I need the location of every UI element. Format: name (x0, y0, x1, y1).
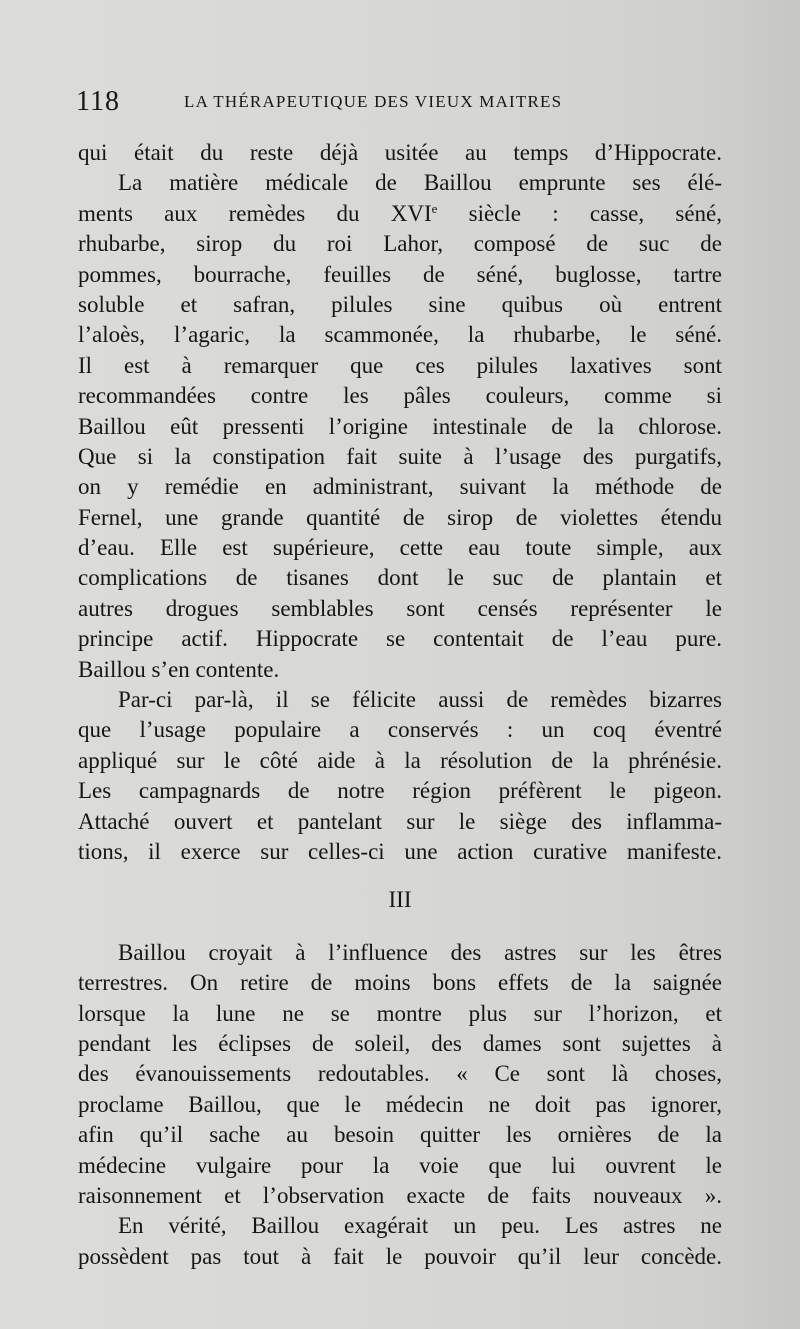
text-line: que l’usage populaire a conservés : un coq éventré (78, 717, 722, 743)
text-line: Baillou s’en contente. (78, 656, 280, 682)
text-line: Baillou croyait à l’influence des astres sur les êtres (118, 939, 722, 965)
text-line: complications de tisanes dont le suc de plantain et (78, 565, 722, 591)
text-line: médecine vulgaire pour la voie que lui ouvrent le (78, 1152, 722, 1178)
text-line: soluble et safran, pilules sine quibus où entrent (78, 291, 722, 317)
section-heading: III (388, 887, 412, 913)
text-line: appliqué sur le côté aide à la résolution de la phrénésie. (78, 747, 722, 773)
text-line: afin qu’il sache au besoin quitter les ornières de la (78, 1122, 722, 1148)
section-gap (78, 867, 722, 885)
text-line: qui était du reste déjà usitée au temps d’Hippocrate. (78, 140, 722, 165)
text-line: Fernel, une grande quantité de sirop de violettes étendu (78, 504, 722, 530)
text-line: pommes, bourrache, feuilles de séné, buglosse, tartre (78, 261, 722, 287)
superscript: e (431, 200, 438, 216)
text-line: autres drogues semblables sont censés représenter le (78, 595, 722, 621)
text-line: recommandées contre les pâles couleurs, comme si (78, 383, 722, 409)
text-line: Que si la constipation fait suite à l’usage des purgatifs, (78, 443, 722, 469)
text-line: principe actif. Hippocrate se contentait de l’eau pure. (78, 626, 722, 652)
running-title: LA THÉRAPEUTIQUE DES VIEUX MAITRES (184, 92, 563, 111)
text-line: d’eau. Elle est supérieure, cette eau toute simple, aux (78, 535, 722, 561)
text-line: Attaché ouvert et pantelant sur le siège des inflamma- (78, 808, 722, 834)
text-line: raisonnement et l’observation exacte de faits nouveaux ». (78, 1182, 722, 1208)
text-line: Baillou eût pressenti l’origine intestinale de la chlorose. (78, 413, 722, 439)
text-line: terrestres. On retire de moins bons effets de la saignée (78, 970, 722, 996)
text-line: possèdent pas tout à fait le pouvoir qu’il leur concède. (78, 1243, 722, 1269)
text-line: l’aloès, l’agaric, la scammonée, la rhubarbe, le séné. (78, 322, 722, 348)
text-line: pendant les éclipses de soleil, des dames sont sujettes à (78, 1030, 722, 1056)
text-line (78, 199, 722, 229)
text-line: lorsque la lune ne se montre plus sur l’horizon, et (78, 1000, 722, 1026)
text-line: tions, il exerce sur celles-ci une action curative manifeste. (78, 838, 722, 864)
page-header (76, 86, 726, 122)
text-line: Il est à remarquer que ces pilules laxatives sont (78, 352, 722, 378)
body-text (78, 138, 722, 1272)
text-line: des évanouissements redoutables. « Ce sont là choses, (78, 1061, 722, 1087)
text-line: En vérité, Baillou exagérait un peu. Les astres ne (118, 1213, 722, 1239)
text-line: on y remédie en administrant, suivant la méthode de (78, 474, 722, 500)
text-line: proclame Baillou, que le médecin ne doit pas ignorer, (78, 1091, 722, 1117)
text-fragment: siècle : casse, séné, (437, 200, 722, 226)
text-line: rhubarbe, sirop du roi Lahor, composé de suc de (78, 231, 722, 257)
text-line: La matière médicale de Baillou emprunte ses élé- (118, 170, 722, 196)
text-fragment: ments aux remèdes du XVI (78, 200, 432, 226)
text-line: Par-ci par-là, il se félicite aussi de remèdes bizarres (118, 687, 722, 713)
section-gap (78, 916, 722, 938)
page-number: 118 (76, 86, 120, 117)
text-line: Les campagnards de notre région préfèrent le pigeon. (78, 778, 722, 804)
